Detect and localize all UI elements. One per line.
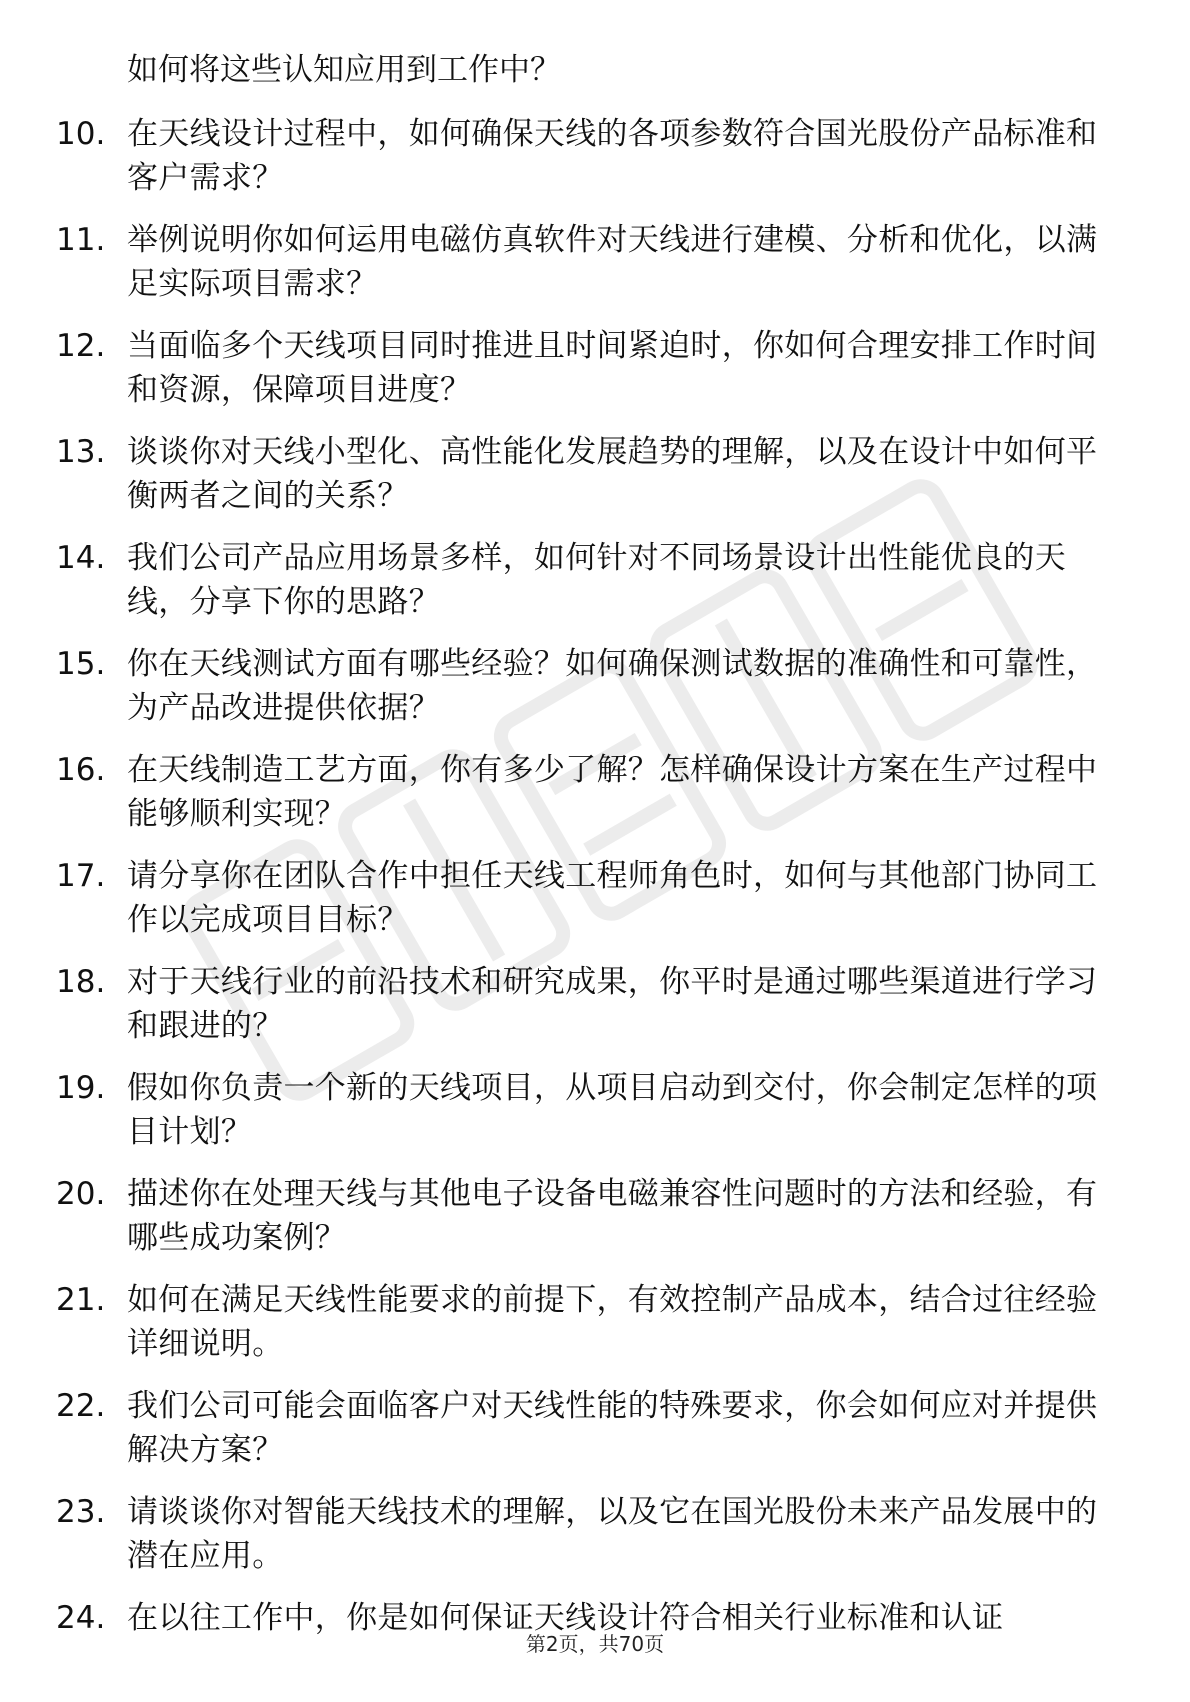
question-item: [0, 642, 1190, 748]
question-item: [0, 1384, 1190, 1490]
question-text: 我们公司可能会面临客户对天线性能的特殊要求，你会如何应对并提供解决方案？: [127, 1388, 1098, 1468]
question-item: [0, 218, 1190, 324]
question-number: 12.: [56, 328, 106, 364]
question-text: 你在天线测试方面有哪些经验？如何确保测试数据的准确性和可靠性，为产品改进提供依据？: [127, 646, 1098, 726]
question-item: [0, 536, 1190, 642]
question-item: [0, 854, 1190, 960]
question-item: [0, 430, 1190, 536]
question-text: 谈谈你对天线小型化、高性能化发展趋势的理解，以及在设计中如何平衡两者之间的关系？: [127, 434, 1098, 514]
question-number: 10.: [56, 116, 106, 152]
question-text: 请谈谈你对智能天线技术的理解，以及它在国光股份未来产品发展中的潜在应用。: [127, 1494, 1098, 1574]
question-number: 13.: [56, 434, 106, 470]
question-text: 对于天线行业的前沿技术和研究成果，你平时是通过哪些渠道进行学习和跟进的？: [127, 964, 1098, 1044]
question-item: [0, 112, 1190, 218]
question-item: [0, 324, 1190, 430]
question-text: 假如你负责一个新的天线项目，从项目启动到交付，你会制定怎样的项目计划？: [127, 1070, 1098, 1150]
question-text: 在天线设计过程中，如何确保天线的各项参数符合国光股份产品标准和客户需求？: [127, 116, 1098, 196]
question-number: 15.: [56, 646, 106, 682]
question-item: [0, 1172, 1190, 1278]
question-list: [0, 112, 1190, 1702]
question-item: [0, 1066, 1190, 1172]
question-item: [0, 960, 1190, 1066]
question-number: 20.: [56, 1176, 106, 1212]
question-number: 18.: [56, 964, 106, 1000]
question-number: 11.: [56, 222, 106, 258]
question-number: 24.: [56, 1600, 106, 1636]
question-item: [0, 1490, 1190, 1596]
question-number: 21.: [56, 1282, 106, 1318]
question-number: 16.: [56, 752, 106, 788]
question-text: 描述你在处理天线与其他电子设备电磁兼容性问题时的方法和经验，有哪些成功案例？: [127, 1176, 1098, 1256]
continued-question-text: 如何将这些认知应用到工作中？: [127, 52, 561, 88]
question-number: 17.: [56, 858, 106, 894]
question-number: 23.: [56, 1494, 106, 1530]
question-item: [0, 748, 1190, 854]
question-item: [0, 1278, 1190, 1384]
question-number: 22.: [56, 1388, 106, 1424]
question-text: 请分享你在团队合作中担任天线工程师角色时，如何与其他部门协同工作以完成项目目标？: [127, 858, 1098, 938]
question-text: 我们公司产品应用场景多样，如何针对不同场景设计出性能优良的天线，分享下你的思路？: [127, 540, 1066, 620]
question-number: 14.: [56, 540, 106, 576]
question-text: 在天线制造工艺方面，你有多少了解？怎样确保设计方案在生产过程中能够顺利实现？: [127, 752, 1098, 832]
question-text: 在以往工作中，你是如何保证天线设计符合相关行业标准和认证: [127, 1600, 1004, 1636]
page-footer: 第2页，共70页: [525, 1632, 665, 1656]
question-number: 19.: [56, 1070, 106, 1106]
question-text: 如何在满足天线性能要求的前提下，有效控制产品成本，结合过往经验详细说明。: [127, 1282, 1098, 1362]
question-text: 举例说明你如何运用电磁仿真软件对天线进行建模、分析和优化，以满足实际项目需求？: [127, 222, 1098, 302]
question-text: 当面临多个天线项目同时推进且时间紧迫时，你如何合理安排工作时间和资源，保障项目进度？: [127, 328, 1098, 408]
